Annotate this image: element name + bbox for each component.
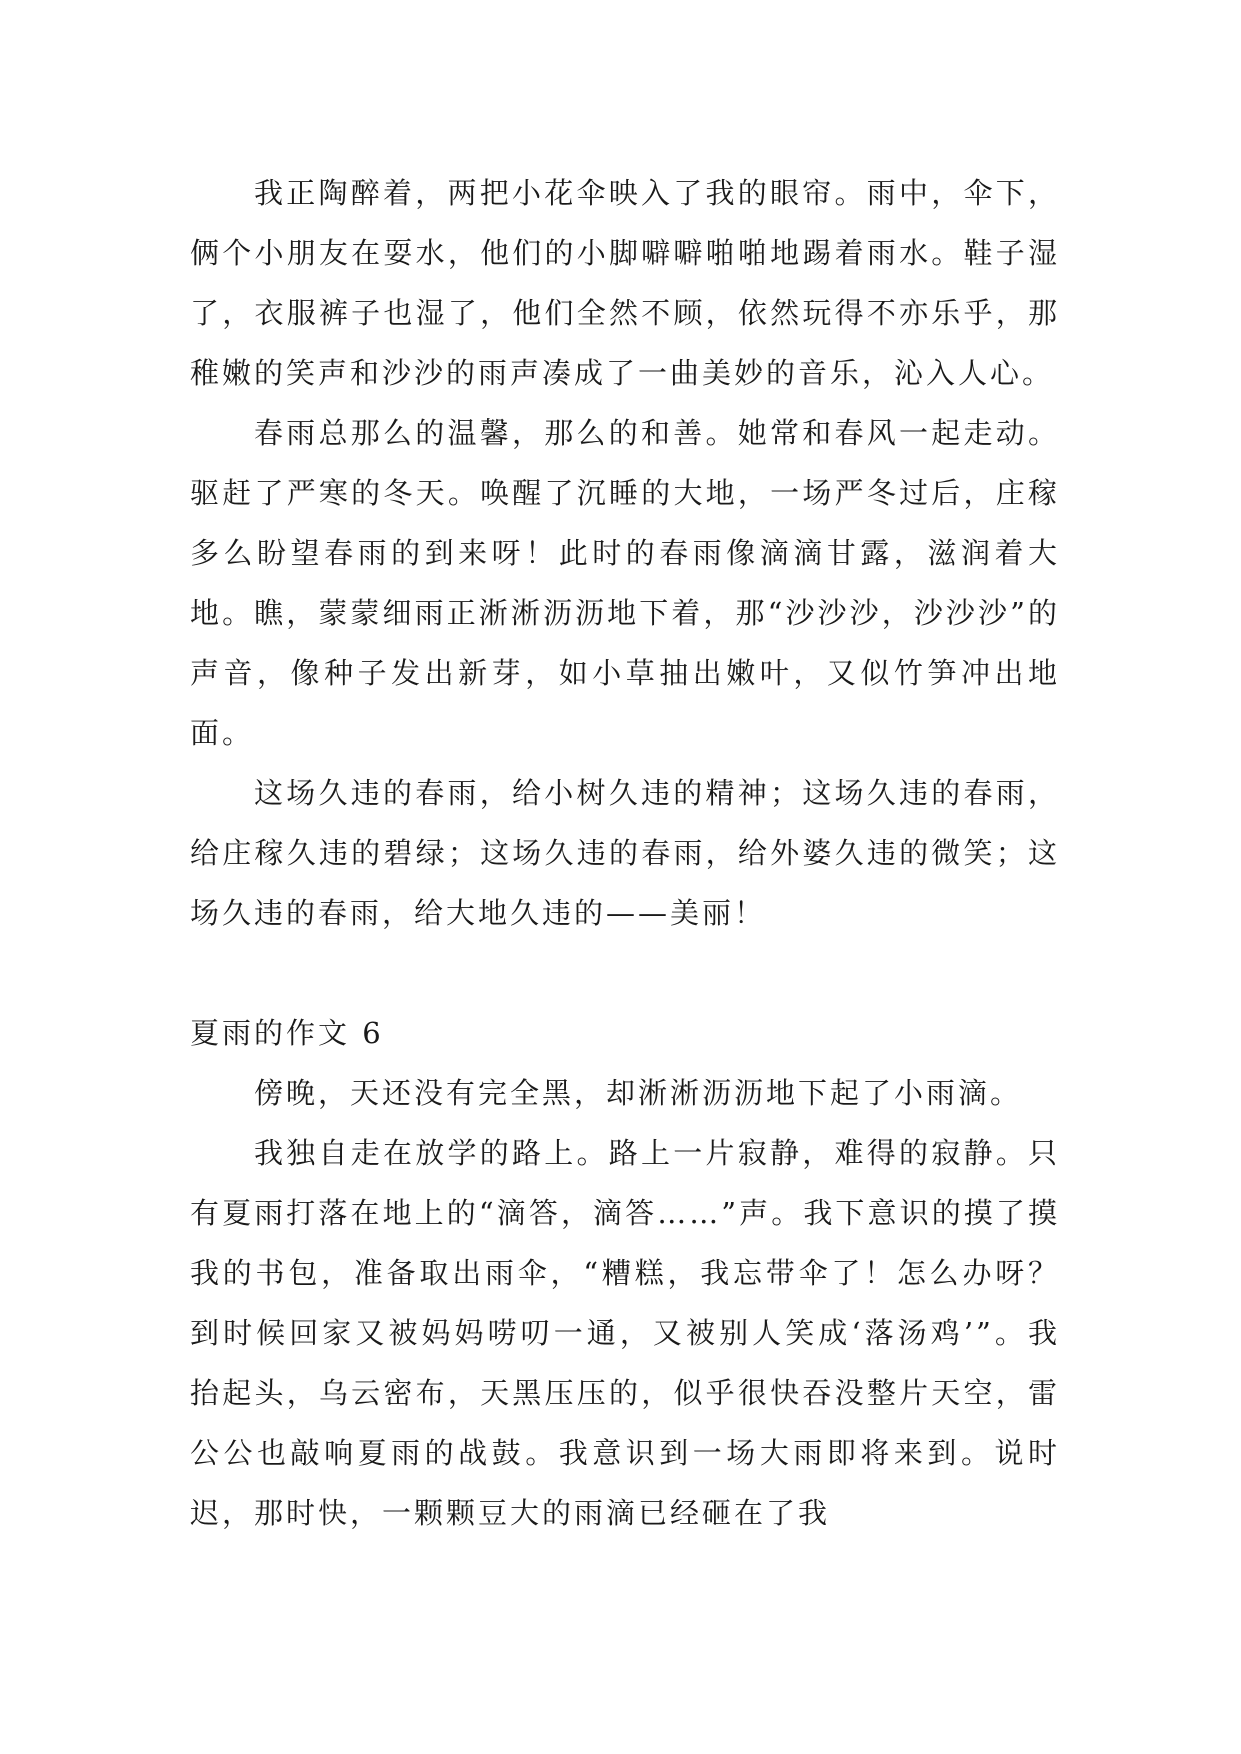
paragraph-umbrellas: 我正陶醉着，两把小花伞映入了我的眼帘。雨中，伞下，俩个小朋友在耍水，他们的小脚噼噼啪啪地踢着雨水。鞋子湿了，衣服裤子也湿了，他们全然不顾，依然玩得不亦乐乎，那稚嫩的笑声和沙沙的雨声凑成了一曲美妙的音乐，沁入人心。 [190, 176, 1060, 390]
paragraph-spring-rain: 春雨总那么的温馨，那么的和善。她常和春风一起走动。驱赶了严寒的冬天。唤醒了沉睡的大地，一场严冬过后，庄稼多么盼望春雨的到来呀！此时的春雨像滴滴甘露，滋润着大地。瞧，蒙蒙细雨正淅淅沥沥地下着，那“沙沙沙，沙沙沙”的声音，像种子发出新芽，如小草抽出嫩叶，又似竹笋冲出地面。 [190, 416, 1060, 750]
paragraph-long-awaited-rain: 这场久违的春雨，给小树久违的精神；这场久违的春雨，给庄稼久违的碧绿；这场久违的春雨，给外婆久违的微笑；这场久违的春雨，给大地久违的——美丽！ [190, 776, 1060, 930]
paragraph-walk-home: 我独自走在放学的路上。路上一片寂静，难得的寂静。只有夏雨打落在地上的“滴答，滴答……”声。我下意识的摸了摸我的书包，准备取出雨伞，“糟糕，我忘带伞了！怎么办呀？到时候回家又被妈妈唠叨一通，又被别人笑成‘落汤鸡’”。我抬起头，乌云密布，天黑压压的，似乎很快吞没整片天空，雷公公也敲响夏雨的战鼓。我意识到一场大雨即将来到。说时迟，那时快，一颗颗豆大的雨滴已经砸在了我 [190, 1136, 1060, 1530]
document-body [190, 163, 1060, 1543]
section-title: 夏雨的作文 6 [190, 1016, 384, 1050]
paragraph-evening: 傍晚，天还没有完全黑，却淅淅沥沥地下起了小雨滴。 [254, 1076, 1023, 1110]
